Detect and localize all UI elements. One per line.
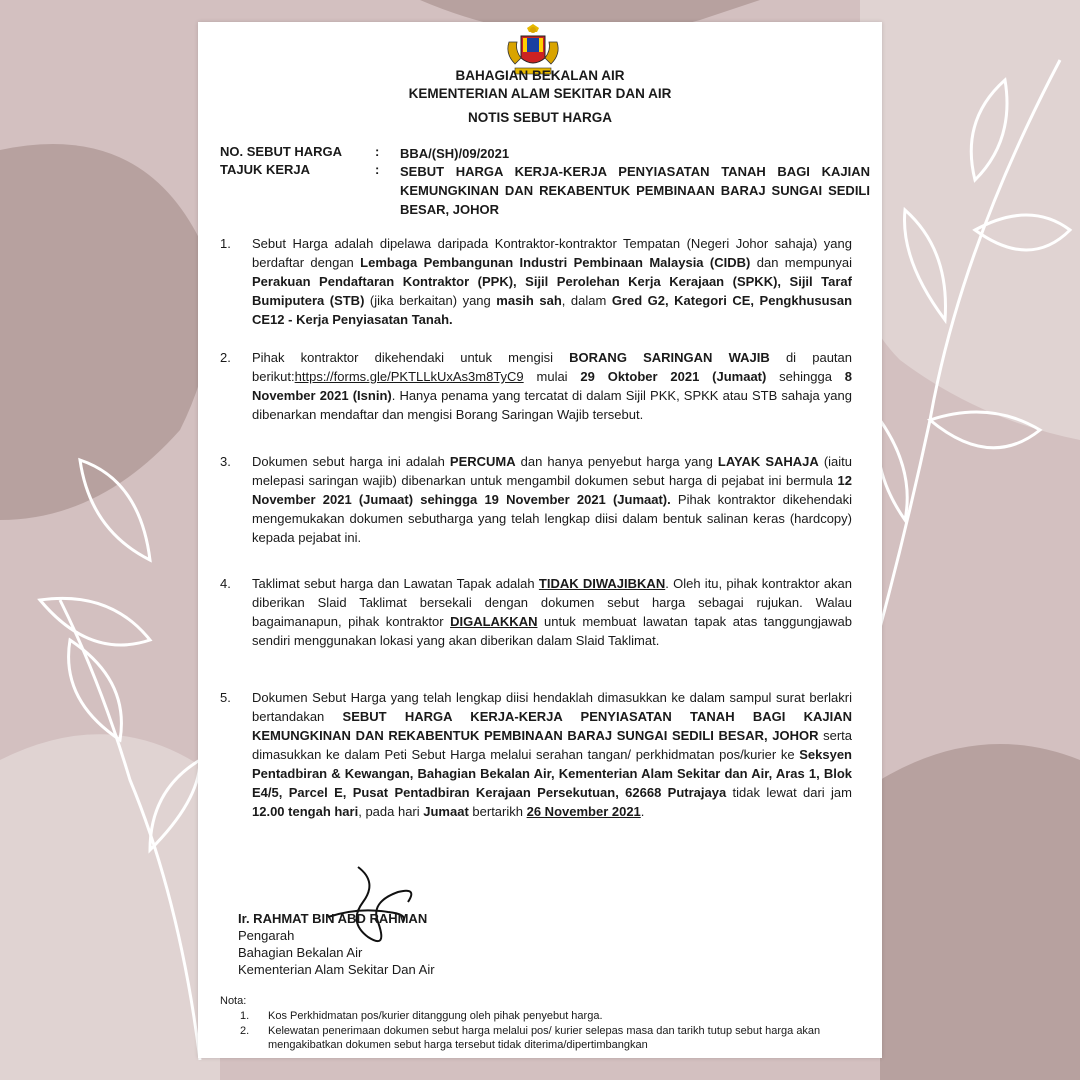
signatory-position: Pengarah [238, 928, 295, 943]
p5-bold-day: Jumaat [423, 804, 469, 819]
reference-label: NO. SEBUT HARGA [220, 144, 343, 159]
notice-title: NOTIS SEBUT HARGA [467, 110, 612, 125]
signatory-division: Bahagian Bekalan Air [238, 945, 363, 960]
p2-text-1: Pihak kontraktor dikehendaki untuk mengisi [252, 350, 570, 365]
p5-bold-deadline: 26 November 2021 [526, 804, 641, 819]
paragraph-number: 5. [220, 690, 231, 705]
p1-text-4: , dalam [561, 293, 612, 308]
paragraph-number: 4. [220, 576, 231, 591]
p1-text-3: (jika berkaitan) yang [364, 293, 497, 308]
p2-text-5: . Hanya penama yang tercatat di dalam Sijil PKK, SPKK atau STB sahaja yang dibenarkan mendaftar dan mengisi Borang Saringan Wajib tersebut. [252, 388, 852, 422]
paragraph-number: 3. [220, 454, 231, 469]
signatory-ministry: Kementerian Alam Sekitar Dan Air [238, 962, 435, 977]
p2-text-2: di pautan berikut: [252, 350, 852, 384]
p1-text-1: Sebut Harga adalah dipelawa daripada Kontraktor-kontraktor Tempatan (Negeri Johor sahaja) yang berdaftar dengan [252, 236, 852, 270]
work-title-row [220, 162, 870, 222]
notes-label: Nota: [220, 995, 247, 1007]
p4-bold-not-required: TIDAK DIWAJIBKAN [538, 576, 666, 591]
note-1-text: Kos Perkhidmatan pos/kurier ditanggung oleh pihak penyebut harga. [268, 1010, 603, 1022]
note-1-number: 1. [240, 1010, 250, 1022]
p4-text-1: Taklimat sebut harga dan Lawatan Tapak adalah [252, 576, 539, 591]
p2-text-3: mulai [523, 369, 581, 384]
p2-bold-end-date: 8 November 2021 (Isnin) [252, 369, 853, 403]
p2-bold-form: BORANG SARINGAN WAJIB [569, 350, 770, 365]
p2-text-4: sehingga [766, 369, 845, 384]
work-title-colon: : [375, 162, 380, 177]
p3-text-3: (iaitu melepasi saringan wajib) dibenarkan untuk mengambil dokumen sebut harga di pejabat ini bermula [252, 454, 852, 488]
p5-text-4: , pada hari [358, 804, 424, 819]
p3-bold-free: PERCUMA [449, 454, 516, 469]
work-title-label: TAJUK KERJA [220, 162, 311, 177]
p5-text-1: Dokumen Sebut Harga yang telah lengkap diisi hendaklah dimasukkan ke dalam sampul surat berlakri bertandakan [252, 690, 852, 724]
p5-text-6: . [640, 804, 645, 819]
p1-bold-certificates: Perakuan Pendaftaran Kontraktor (PPK), Sijil Perolehan Kerja Kerajaan (SPKK), Sijil Taraf Bumiputera (STB) [252, 274, 852, 308]
department-heading: BAHAGIAN BEKALAN AIR [455, 68, 625, 83]
p3-text-1: Dokumen sebut harga ini adalah [252, 454, 450, 469]
p4-text-3: untuk membuat lawatan tapak atas tanggungjawab sendiri menggunakan lokasi yang akan diberikan dalam Slaid Taklimat. [252, 614, 852, 648]
p4-text-2: . Oleh itu, pihak kontraktor akan diberikan Slaid Taklimat bersekali dengan dokumen sebut harga sebagai rujukan. Walau bagaimanapun, pihak kontraktor [252, 576, 853, 629]
signature-mark [308, 862, 428, 952]
p1-bold-valid: masih sah [496, 293, 562, 308]
p4-bold-encouraged: DIGALAKKAN [450, 614, 538, 629]
p3-text-4: Pihak kontraktor dikehendaki mengemukakan dokumen sebutharga yang telah lengkap diisi dalam bentuk salinan keras (hardcopy) kepada pejabat ini. [252, 492, 852, 545]
reference-colon: : [375, 144, 380, 159]
signatory-name: Ir. RAHMAT BIN ABD RAHMAN [238, 911, 428, 926]
blob-bottom-right [880, 744, 1080, 1080]
p5-text-3: tidak lewat dari jam [726, 785, 852, 800]
notice-document [198, 22, 882, 1058]
paragraph-number: 2. [220, 350, 231, 365]
note-2-number: 2. [240, 1025, 250, 1037]
p1-bold-grade: Gred G2, Kategori CE, Pengkhususan CE12 - Kerja Penyiasatan Tanah. [252, 293, 853, 327]
blob-bottom-left [0, 734, 220, 1080]
p1-text-2: dan mempunyai [750, 255, 852, 270]
ministry-heading: KEMENTERIAN ALAM SEKITAR DAN AIR [408, 86, 672, 101]
p3-bold-eligible: LAYAK SAHAJA [717, 454, 819, 469]
p5-bold-address: Seksyen Pentadbiran & Kewangan, Bahagian Bekalan Air, Kementerian Alam Sekitar dan Air, Aras 1, Blok E4/5, Parcel E, Pusat Pentadbiran Kerajaan Persekutuan, 62668 Putrajaya [252, 747, 852, 800]
p3-text-2: dan hanya penyebut harga yang [515, 454, 718, 469]
reference-value: BBA/(SH)/09/2021 [400, 146, 510, 161]
p5-bold-time: 12.00 tengah hari [252, 804, 359, 819]
paragraph-number: 1. [220, 236, 231, 251]
work-title-value: SEBUT HARGA KERJA-KERJA PENYIASATAN TANAH BAGI KAJIAN KEMUNGKINAN DAN REKABENTUK PEMBINAAN BARAJ SUNGAI SEDILI BESAR, JOHOR [400, 164, 870, 217]
p1-bold-cidb: Lembaga Pembangunan Industri Pembinaan Malaysia (CIDB) [360, 255, 751, 270]
p5-bold-envelope-label: SEBUT HARGA KERJA-KERJA PENYIASATAN TANAH BAGI KAJIAN KEMUNGKINAN DAN REKABENTUK PEMBINAAN BARAJ SUNGAI SEDILI BESAR, JOHOR [252, 709, 852, 743]
p3-bold-dates: 12 November 2021 (Jumaat) sehingga 19 November 2021 (Jumaat). [252, 473, 852, 507]
p5-text-2: serta dimasukkan ke dalam Peti Sebut Harga melalui serahan tangan/ perkhidmatan pos/kurier ke [252, 728, 853, 762]
p5-text-5: bertarikh [468, 804, 527, 819]
note-2-text: Kelewatan penerimaan dokumen sebut harga melalui pos/ kurier selepas masa dan tarikh tutup sebut harga akan mengakibatkan dokumen sebut harga tersebut tidak diterima/dipertimbangkan [268, 1025, 821, 1051]
screening-form-link[interactable]: https://forms.gle/PKTLLkUxAs3m8TyC9 [294, 369, 524, 384]
p2-bold-start-date: 29 Oktober 2021 (Jumaat) [580, 369, 767, 384]
reference-row [220, 144, 870, 164]
